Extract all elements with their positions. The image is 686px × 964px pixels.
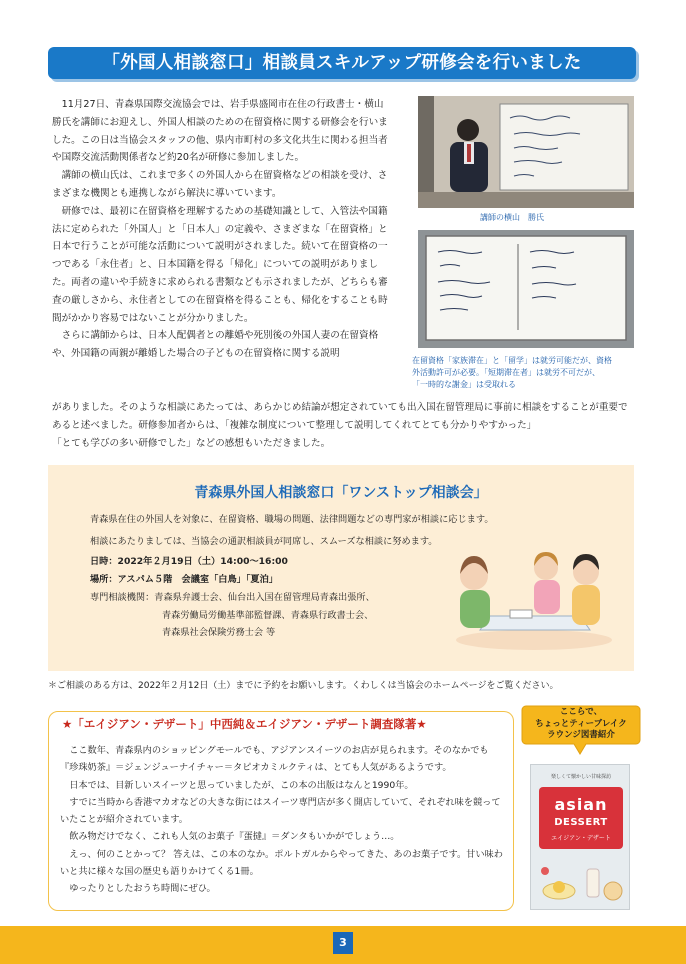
whiteboard-photo [418, 230, 634, 348]
consultation-place: 場所：アスパム５階 会議室「白鳥」「夏泊」 [90, 574, 278, 585]
whiteboard-photo-illustration [418, 230, 634, 348]
tea-break-bubble [520, 704, 642, 756]
article-continuation-line: 「とても学びの多い研修でした」などの感想もいただきました。 [52, 437, 331, 449]
dessert-photo-icon [531, 857, 630, 909]
people-consulting-icon [440, 540, 618, 658]
whiteboard-photo-caption [412, 355, 642, 391]
book-paragraph: 飲み物だけでなく、これも人気のお菓子『蛋撻』＝ダンタもいかがでしょう…。 [69, 831, 400, 843]
whiteboard-caption-line: 「一時的な謝金」は受取れる [412, 380, 516, 389]
book-cover-title-sub: DESSERT [554, 817, 608, 828]
book-paragraph: ゆったりとしたおうち時間にぜひ。 [69, 883, 216, 895]
article-continuation-line: がありました。そのような相談にあたっては、あらかじめ結論が想定されていても出入国在留管理局に事前に相談をすることが重要であると述べました。研修参加者からは、「複雑な制度について整理して説明してくれてとても分かりやすかった」 [52, 402, 628, 431]
article-continuation [52, 399, 636, 452]
consultation-experts [90, 589, 420, 642]
article-paragraph: さらに講師からは、日本人配偶者との離婚や死別後の外国人妻の在留資格や、外国籍の両親が離婚した場合の子どもの在留資格に関する説明 [52, 330, 379, 360]
expert-line: 専門相談機関：青森県弁護士会、仙台出入国在留管理局青森出張所、 [90, 592, 375, 603]
lecturer-photo-illustration [418, 96, 634, 208]
page-title-banner [48, 47, 636, 79]
lecturer-photo-caption: 講師の横山 勝氏 [480, 213, 544, 222]
expert-line: 青森労働局労働基準部監督課、青森県行政書士会、 [162, 609, 374, 621]
expert-line: 青森県社会保険労務士会 等 [162, 627, 276, 638]
whiteboard-caption-line: 在留資格「家族滞在」と「留学」は就労可能だが、資格 [412, 356, 612, 365]
page-number: 3 [333, 932, 353, 954]
bubble-line: ちょっとティーブレイク [535, 718, 627, 729]
book-cover-title-main: asian [554, 795, 608, 814]
book-paragraph: すでに当時から香港マカオなどの大きな街にはスイーツ専門店が多く開店していて、それぞれ味を競っていたことが紹介されています。 [60, 796, 501, 826]
consultation-illustration [440, 540, 618, 658]
book-text [60, 742, 504, 898]
book-cover [530, 764, 630, 910]
article-paragraph: 講師の横山氏は、これまで多くの外国人から在留資格などの相談を受け、さまざまな機関とも連携しながら解決に導いています。 [52, 170, 388, 199]
consultation-line: 相談にあたりましては、当協会の通訳相談員が同席し、スムーズな相談に努めます。 [90, 535, 438, 547]
book-title: ★「エイジアン・デザート」中西純＆エイジアン・デザート調査隊著★ [62, 717, 427, 731]
lecturer-photo [418, 96, 634, 208]
bubble-line: ここらで、 [559, 707, 603, 717]
book-paragraph: えっ、何のことかって？ 答えは、この本のなか。ポルトガルからやってきた、あのお菓子です。甘い味わいと共に様々な国の歴史も語りかけてくる1冊。 [60, 848, 503, 878]
reservation-note: ＊ご相談のある方は、2022年２月12日（土）までに予約をお願いします。くわしくは当協会のホームページをご覧ください。 [48, 681, 559, 691]
article-text-column [52, 96, 394, 363]
book-cover-title-block [539, 787, 623, 849]
page-title: 「外国人相談窓口」相談員スキルアップ研修会を行いました [102, 53, 582, 73]
consultation-title: 青森県外国人相談窓口「ワンストップ相談会」 [194, 485, 488, 501]
consultation-date: 日時：2022年２月19日（土）14:00～16:00 [90, 556, 288, 567]
article-paragraph: 11月27日、青森県国際交流協会では、岩手県盛岡市在住の行政書士・横山 勝氏を講師にお迎えし、外国人相談のための在留資格に関する研修会を行いました。この日は当協会スタッフの他、県内市町村の多文化共生に関わる担当者や国際交流活動関係者など約20名が研修に参加しました。 [52, 99, 394, 164]
consultation-line: 青森県在住の外国人を対象に、在留資格、職場の問題、法律問題などの専門家が相談に応じます。 [90, 514, 494, 525]
book-paragraph: ここ数年、青森県内のショッピングモールでも、アジアンスイーツのお店が見られます。そのなかでも『珍珠奶茶』＝ジェンジューナイチャー＝タピオカミルクティは、とても人気があるようです。 [60, 745, 489, 774]
book-cover-japanese-title: エイジアン・デザート [551, 835, 611, 842]
book-cover-tagline: 楽しくて懐かしい甘味探訪 [550, 774, 611, 780]
bubble-line: ラウンジ図書紹介 [547, 730, 615, 740]
article-paragraph: 研修では、最初に在留資格を理解するための基礎知識として、入管法や国籍法に定められた「外国人」と「日本人」の定義や、さまざまな「在留資格」と日本で行うことが可能な活動について説明がされました。続いて在留資格の一つである「永住者」と、日本国籍を得る「帰化」についての説明がありました。両者の違いや手続きに求められる書類なども示されましたが、どちらも審査の厳しさから、永住者としての在留資格を得ることも、帰化をすることも時間がかかり容易ではないことが分かりました。 [52, 205, 388, 324]
whiteboard-caption-line: 外活動許可が必要。「短期滞在者」は就労不可だが、 [412, 368, 600, 377]
book-paragraph: 日本では、目新しいスイーツと思っていましたが、この本の出版はなんと1990年。 [69, 779, 414, 791]
